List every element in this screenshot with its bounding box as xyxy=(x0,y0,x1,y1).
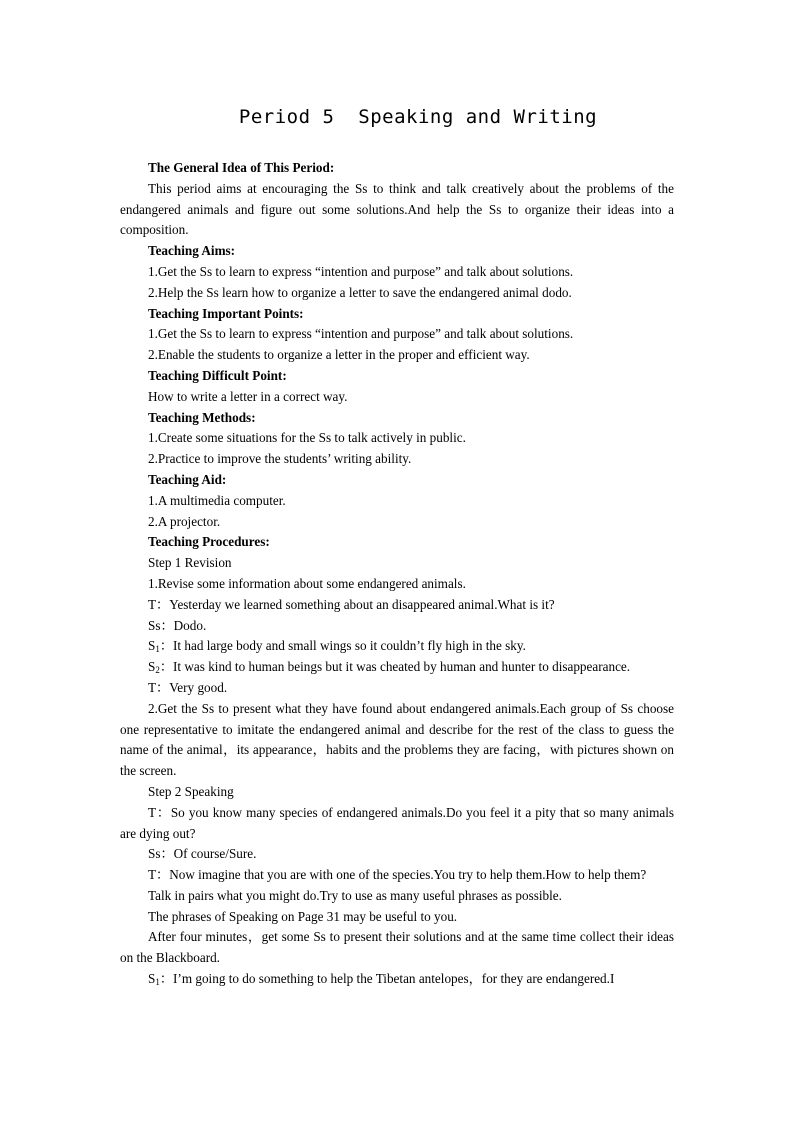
instruction-text: Talk in pairs what you might do.Try to use as many useful phrases as possible. xyxy=(148,887,562,903)
instruction-text: The phrases of Speaking on Page 31 may be useful to you. xyxy=(148,908,458,924)
dialogue-line: T：Now imagine that you are with one of the species.You try to help them.How to help them? xyxy=(148,867,647,883)
dialogue-line: T：Very good. xyxy=(148,679,228,695)
difficult-point-text: How to write a letter in a correct way. xyxy=(148,388,348,404)
aid-heading: Teaching Aid: xyxy=(148,471,227,487)
dialogue-line xyxy=(120,657,674,678)
important-points-heading: Teaching Important Points: xyxy=(148,305,304,321)
dialogue-line: Ss：Dodo. xyxy=(148,617,207,633)
page-title: Period 5 Speaking and Writing xyxy=(238,106,598,128)
speaker-label: S xyxy=(148,971,156,987)
dialogue-line: T：Yesterday we learned something about an disappeared animal.What is it? xyxy=(148,596,555,612)
dialogue-line xyxy=(120,969,674,990)
dialogue-line: T：So you know many species of endangered animals.Do you feel it a pity that so many animals are dying out? xyxy=(120,804,674,841)
speaker-label: S xyxy=(148,659,156,675)
instruction-text: After four minutes，get some Ss to present their solutions and at the same time collect their ideas on the Blackboard. xyxy=(120,929,674,966)
aim-item: 2.Help the Ss learn how to organize a letter to save the endangered animal dodo. xyxy=(148,284,572,300)
dialogue-line xyxy=(120,636,674,657)
speaker-label: S xyxy=(148,638,156,654)
dialogue-text: ：It had large body and small wings so it couldn’t fly high in the sky. xyxy=(159,638,526,654)
dialogue-line: Ss：Of course/Sure. xyxy=(148,846,257,862)
method-item: 1.Create some situations for the Ss to talk actively in public. xyxy=(148,430,466,446)
step1-heading: Step 1 Revision xyxy=(148,555,232,571)
procedures-heading: Teaching Procedures: xyxy=(148,534,270,550)
aid-item: 2.A projector. xyxy=(148,513,221,529)
important-point-item: 2.Enable the students to organize a letter in the proper and efficient way. xyxy=(148,347,530,363)
important-point-item: 1.Get the Ss to learn to express “intention and purpose” and talk about solutions. xyxy=(148,326,574,342)
aim-item: 1.Get the Ss to learn to express “intention and purpose” and talk about solutions. xyxy=(148,263,574,279)
difficult-point-heading: Teaching Difficult Point: xyxy=(148,367,287,383)
general-idea-text: This period aims at encouraging the Ss to think and talk creatively about the problems of the endangered animals and figure out some solutions.And help the Ss to organize their ideas into a composition. xyxy=(120,180,674,238)
method-item: 2.Practice to improve the students’ writing ability. xyxy=(148,451,412,467)
aims-heading: Teaching Aims: xyxy=(148,243,236,259)
speaker-subscript: 2 xyxy=(155,665,160,676)
speaker-subscript: 1 xyxy=(155,644,160,655)
dialogue-text: ：I’m going to do something to help the Tibetan antelopes，for they are endangered.I xyxy=(159,971,615,987)
step1-item: 2.Get the Ss to present what they have found about endangered animals.Each group of Ss choose one representative to imitate the endangered animal and describe for the rest of the class to guess the name of the animal，its appearance，habits and the problems they are facing，with pictures shown on the screen. xyxy=(120,700,674,779)
step2-heading: Step 2 Speaking xyxy=(148,783,234,799)
document-body xyxy=(120,158,674,990)
general-idea-heading: The General Idea of This Period: xyxy=(148,160,335,175)
speaker-subscript: 1 xyxy=(155,977,160,988)
aid-item: 1.A multimedia computer. xyxy=(148,492,286,508)
methods-heading: Teaching Methods: xyxy=(148,409,256,425)
step1-item: 1.Revise some information about some endangered animals. xyxy=(148,575,466,591)
dialogue-text: ：It was kind to human beings but it was cheated by human and hunter to disappearance. xyxy=(159,659,631,675)
